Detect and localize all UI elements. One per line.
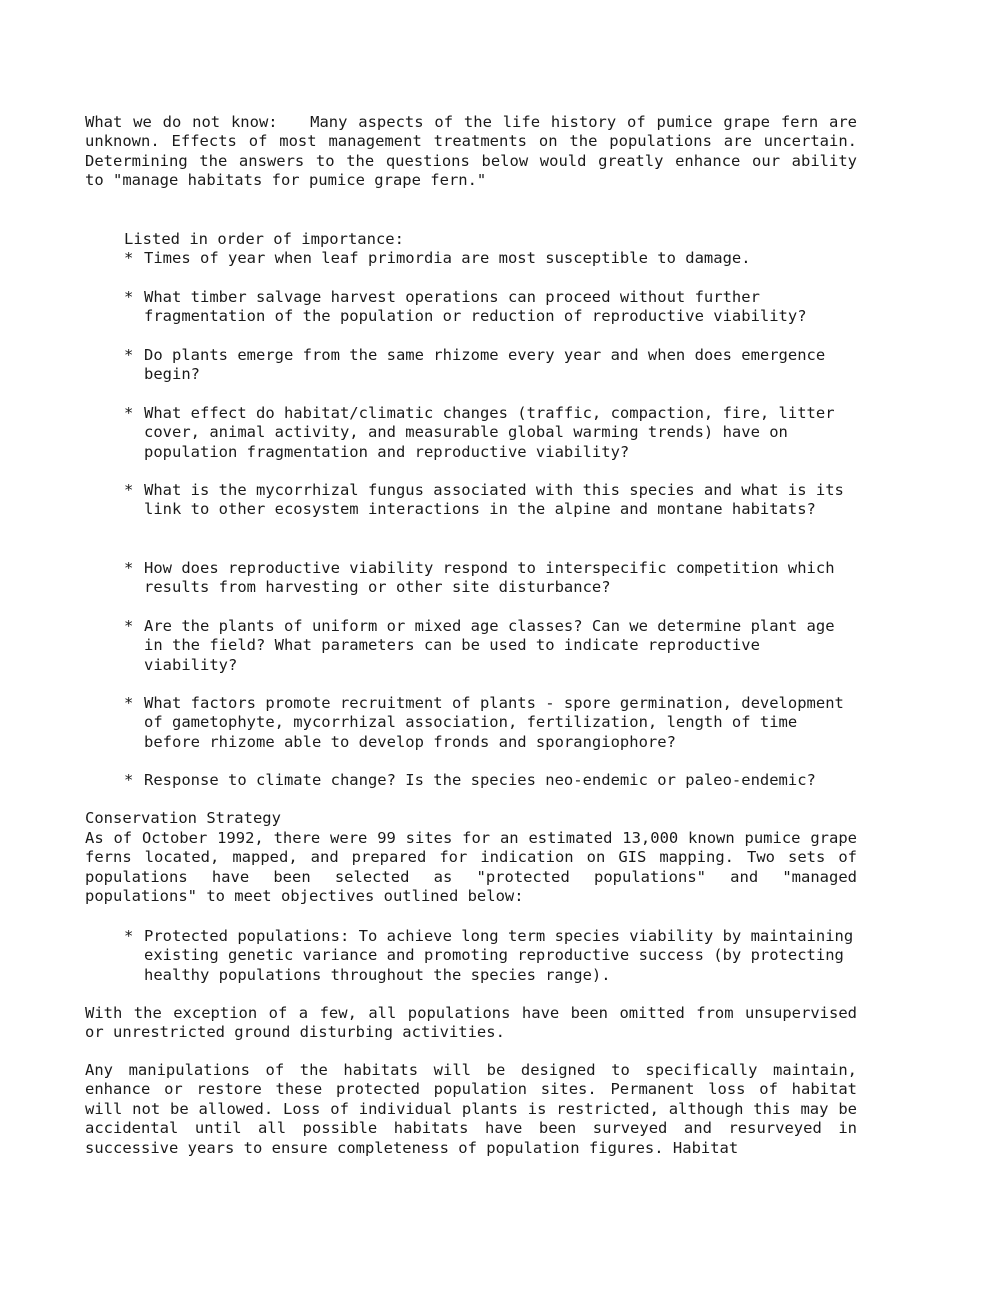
- intro-label: What we do not know:: [85, 113, 278, 131]
- bullet-marker: *: [124, 249, 134, 267]
- question-item: [124, 559, 859, 598]
- question-text: What timber salvage harvest operations can proceed without further fragmentation of the population or reduction of reproductive viability?: [144, 288, 807, 326]
- question-text: How does reproductive viability respond to interspecific competition which results from harvesting or other site disturbance?: [144, 559, 835, 597]
- question-item: [124, 481, 859, 520]
- question-text: Do plants emerge from the same rhizome every year and when does emergence begin?: [144, 346, 826, 384]
- conservation-paragraph: As of October 1992, there were 99 sites for an estimated 13,000 known pumice grape ferns located, mapped, and prepared for indication on GIS mapping. Two sets of populations have been selected as "protected populations" and "managed populations" to meet objectives outlined below:: [85, 829, 857, 906]
- bullet-marker: *: [124, 694, 134, 712]
- question-item: [124, 249, 859, 268]
- bullet-marker: *: [124, 346, 134, 364]
- questions-heading: Listed in order of importance:: [124, 230, 404, 248]
- question-item: [124, 771, 859, 790]
- question-text: Response to climate change? Is the species neo-endemic or paleo-endemic?: [144, 771, 816, 789]
- exception-paragraph: With the exception of a few, all populations have been omitted from unsupervised or unrestricted ground disturbing activities.: [85, 1004, 857, 1042]
- question-item: [124, 617, 859, 675]
- conservation-heading: Conservation Strategy: [85, 809, 281, 827]
- bullet-marker: *: [124, 617, 134, 635]
- question-text: Times of year when leaf primordia are most susceptible to damage.: [144, 249, 751, 267]
- question-item: [124, 346, 859, 385]
- bullet-marker: *: [124, 771, 134, 789]
- question-text: What effect do habitat/climatic changes (traffic, compaction, fire, litter cover, animal activity, and measurable global warming trends) have on population fragmentation and reproductive viability?: [144, 404, 835, 461]
- manipulations-paragraph: Any manipulations of the habitats will be designed to specifically maintain, enhance or restore these protected population sites. Permanent loss of habitat will not be allowed. Loss of individual plants is restricted, although this may be accidental until all possible habitats have been surveyed and resurveyed in successive years to ensure completeness of population figures. Habitat: [85, 1061, 857, 1157]
- bullet-marker: *: [124, 559, 134, 577]
- bullet-marker: *: [124, 404, 134, 422]
- question-item: [124, 404, 859, 462]
- question-text: What factors promote recruitment of plants - spore germination, development of gametophyte, mycorrhizal association, fertilization, length of time before rhizome able to develop fronds and sporangiophore?: [144, 694, 844, 751]
- intro-text: Many aspects of the life history of pumice grape fern are unknown. Effects of most management treatments on the populations are uncertain. Determining the answers to the questions below would greatly enhance our ability to "manage habitats for pumice grape fern.": [85, 113, 857, 190]
- question-text: Are the plants of uniform or mixed age classes? Can we determine plant age in the field? What parameters can be used to indicate reproductive viability?: [144, 617, 835, 674]
- question-text: What is the mycorrhizal fungus associated with this species and what is its link to other ecosystem interactions in the alpine and montane habitats?: [144, 481, 844, 519]
- protected-populations-item: [124, 927, 859, 985]
- bullet-marker: *: [124, 288, 134, 306]
- question-item: [124, 288, 859, 327]
- intro-paragraph: [85, 113, 857, 191]
- question-item: [124, 694, 859, 752]
- bullet-marker: *: [124, 927, 134, 945]
- bullet-marker: *: [124, 481, 134, 499]
- protected-populations-text: Protected populations: To achieve long term species viability by maintaining existing genetic variance and promoting reproductive success (by protecting healthy populations throughout the species range).: [144, 927, 854, 984]
